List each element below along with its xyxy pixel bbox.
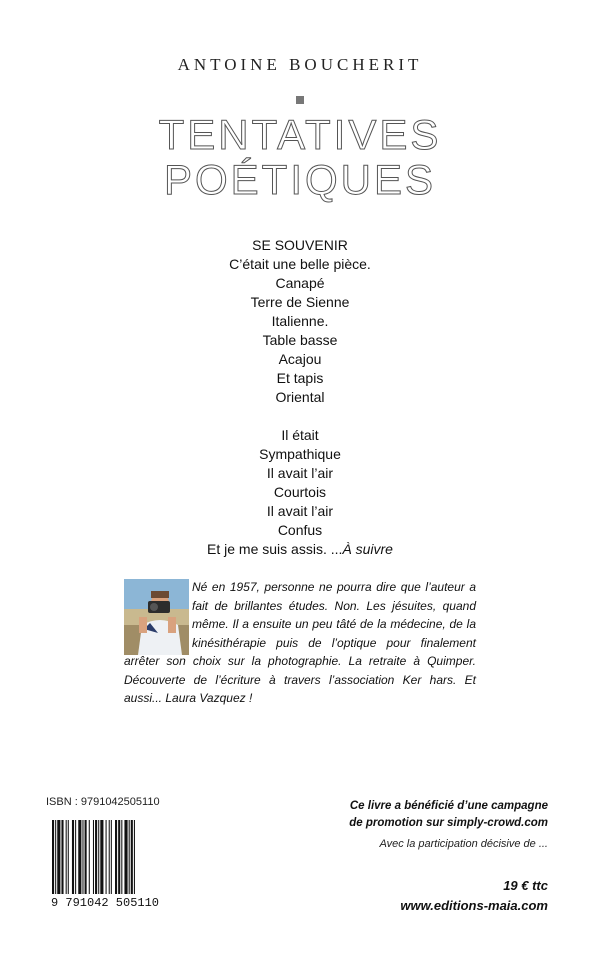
poem-line: Table basse (262, 332, 338, 348)
poem-last-line-text: Et je me suis assis. ... (207, 541, 343, 557)
barcode-bar (93, 820, 94, 894)
isbn-label: ISBN : 9791042505110 (46, 796, 160, 808)
poem-line: Terre de Sienne (250, 294, 350, 310)
price: 19 € ttc (503, 878, 548, 893)
barcode-bar (134, 820, 135, 894)
biography-text: Né en 1957, personne ne pourra dire que l’auteur a fait de brillantes études. Non. Les jésuites, quand même. Il a ensuite un peu tâté de la médecine, de la kinésithérapie puis de l’optique pour finalement arrêter son choix sur la photographie. La retraite à Quimper. Découverte de l’écriture à travers l’association Ker hars. Et aussi... Laura Vazquez ! (124, 580, 476, 705)
publisher-website: www.editions-maia.com (400, 898, 548, 913)
campaign-note (330, 798, 548, 832)
barcode-bar (66, 820, 67, 894)
poem-line: Sympathique (259, 446, 341, 462)
stanza-gap (0, 407, 600, 426)
barcode-bar (131, 820, 133, 894)
poem-last-line (0, 540, 600, 559)
barcode-bar (118, 820, 120, 894)
book-title-line1: TENTATIVES (158, 111, 442, 158)
author-name: ANTOINE BOUCHERIT (177, 55, 423, 74)
barcode-bar (106, 820, 107, 894)
barcode-digits: 9 791042 505110 (50, 896, 160, 908)
barcode-bar (55, 820, 56, 894)
poem-line: Il avait l’air (266, 465, 334, 481)
poem-line: Courtois (273, 484, 327, 500)
to-be-continued: À suivre (342, 541, 393, 557)
barcode-bar (129, 820, 130, 894)
participation-note: Avec la participation décisive de ... (379, 838, 548, 850)
barcode-bar (109, 820, 110, 894)
barcode-bar (111, 820, 112, 894)
barcode-bar (78, 820, 81, 894)
barcode-bar (115, 820, 117, 894)
barcode-bar (82, 820, 83, 894)
poem-line: C’était une belle pièce. (229, 256, 371, 272)
barcode-bar (95, 820, 97, 894)
book-title (0, 112, 600, 202)
barcode-bar (121, 820, 122, 894)
campaign-line-1: Ce livre a bénéficié d’une campagne (349, 800, 548, 812)
barcode-bar (52, 820, 54, 894)
barcode-bar (57, 820, 60, 894)
poem-line: Et tapis (276, 370, 324, 386)
photo-spacer (124, 578, 192, 652)
poem-line: Italienne. (271, 313, 329, 329)
barcode-bar (75, 820, 76, 894)
barcode (46, 818, 164, 908)
barcode-bar (98, 820, 99, 894)
poem-line: Canapé (275, 275, 325, 291)
poem-line: Il était (281, 427, 319, 443)
author-biography (124, 578, 476, 708)
poem-line: Acajou (278, 351, 322, 367)
book-title-line2: POÉTIQUES (163, 156, 437, 203)
barcode-bar (85, 820, 87, 894)
poem-line: Confus (277, 522, 323, 538)
poem-line: Oriental (275, 389, 325, 405)
title-separator-square (296, 96, 304, 104)
barcode-bar (100, 820, 103, 894)
barcode-bar (61, 820, 63, 894)
campaign-line-2: de promotion sur simply-crowd.com (349, 817, 548, 829)
poem-excerpt (0, 236, 600, 559)
barcode-bars (46, 818, 164, 908)
barcode-bar (68, 820, 69, 894)
barcode-bar (89, 820, 90, 894)
barcode-bar (124, 820, 127, 894)
poem-line: SE SOUVENIR (252, 237, 348, 253)
poem-line: Il avait l’air (266, 503, 334, 519)
barcode-bar (72, 820, 74, 894)
